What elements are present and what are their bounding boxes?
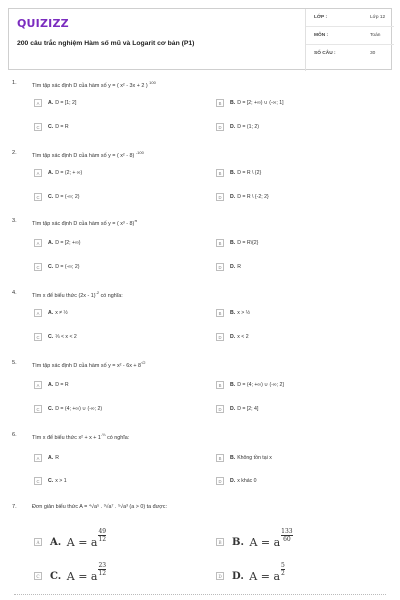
option-a[interactable]: A A. D = [1; 2] [34,98,76,108]
option-b[interactable]: B B. Không tồn tại x [216,453,272,463]
meta-row-subject [306,27,394,45]
option-d[interactable]: D D. R [216,262,241,272]
option-box: C [34,572,42,580]
option-box: B [216,454,224,462]
exponent-fraction: $\frac{5}{2}$ [281,561,285,577]
question-text: Tìm tập xác định D của hàm số y = ( x³ - 8)$^\pi$ [32,218,138,227]
option-a[interactable]: A A. D = R [34,380,69,390]
question-number: 5. [12,360,17,366]
meta-value: 30 [370,51,376,56]
worksheet-header [8,8,392,70]
option-d[interactable]: D D. D = (1; 2) [216,122,259,132]
option-b[interactable]: B B. A = a $\frac{133}{60}$ [216,530,293,554]
option-c[interactable]: C C. x > 1 [34,476,67,486]
question-text: Tìm tập xác định D của hàm số y = ( x² - 8) $^{-100}$ [32,150,144,159]
option-a[interactable]: A A. D = [2; +∞) [34,238,81,248]
option-box: A [34,454,42,462]
question-number: 6. [12,432,17,438]
meta-table [305,9,393,71]
question-number: 4. [12,290,17,296]
option-c[interactable]: C C. D = (-∞; 2) [34,192,80,202]
option-b[interactable]: B B. D = (4; +∞) ∪ (-∞; 2] [216,380,284,390]
meta-key: LỚP : [314,15,328,20]
exponent-fraction: $\frac{49}{12}$ [98,527,107,543]
page-divider [14,594,386,597]
question-text: Đơn giản biểu thức A = ⁴√a⁵ . ³√a⁷ . ⁵√a³ (a > 0) ta được: [32,504,167,510]
option-box: A [34,239,42,247]
option-box: D [216,123,224,131]
option-d[interactable]: D D. x khác 0 [216,476,257,486]
option-a[interactable]: A A. R [34,453,59,463]
option-box: C [34,333,42,341]
quizizz-logo: QUIZIZZ [17,17,69,30]
option-box: B [216,309,224,317]
option-box: A [34,538,42,546]
option-box: B [216,239,224,247]
option-box: C [34,405,42,413]
option-b[interactable]: B B. D = R\{2} [216,238,258,248]
option-box: C [34,193,42,201]
option-box: A [34,169,42,177]
meta-value: Toán [370,33,381,38]
option-box: C [34,123,42,131]
option-box: C [34,263,42,271]
option-c[interactable]: C C. A = a $\frac{23}{12}$ [34,564,106,588]
question-number: 7. [12,504,17,510]
option-d[interactable]: D D. D = [2; 4] [216,404,258,414]
option-c[interactable]: C C. D = (-∞; 2) [34,262,80,272]
option-b[interactable]: B B. D = [2; +∞) ∪ (-∞; 1] [216,98,284,108]
meta-key: MÔN : [314,33,329,38]
option-c[interactable]: C C. D = (4; +∞) ∪ (-∞; 2) [34,404,102,414]
option-box: D [216,477,224,485]
option-box: D [216,405,224,413]
option-b[interactable]: B B. D = R \ {2} [216,168,261,178]
option-a[interactable]: A A. A = a $\frac{49}{12}$ [34,530,106,554]
exponent-fraction: $\frac{23}{12}$ [98,561,107,577]
option-box: D [216,572,224,580]
question-number: 1. [12,80,17,86]
option-box: B [216,99,224,107]
question-text: Tìm tập xác định D của hàm số y = ( x² - 3x + 2 ) $^{100}$ [32,80,156,89]
question-text: Tìm x để biểu thức (2x - 1)$^{-2}$ có nghĩa: [32,290,123,299]
option-c[interactable]: C C. ⅓ < x < 2 [34,332,77,342]
meta-row-class [306,9,394,27]
question-text: Tìm tập xác định D của hàm số $y = x^2 - 6x + 8^{√2}$ [32,360,146,369]
option-box: B [216,169,224,177]
option-a[interactable]: A A. x ≠ ½ [34,308,68,318]
question-number: 2. [12,150,17,156]
option-c[interactable]: C C. D = R [34,122,69,132]
option-box: D [216,263,224,271]
option-box: A [34,309,42,317]
option-d[interactable]: D D. D = R \ {-2; 2} [216,192,269,202]
option-box: B [216,538,224,546]
option-a[interactable]: A A. D = (2; + ∞) [34,168,82,178]
option-box: A [34,381,42,389]
meta-row-count [306,45,394,63]
question-number: 3. [12,218,17,224]
option-box: A [34,99,42,107]
question-text: Tìm x để biểu thức $x^2 + x + 1^{-\frac{2}{3}}$ có nghĩa: [32,432,130,441]
exponent-fraction: $\frac{133}{60}$ [281,527,293,543]
option-b[interactable]: B B. x > ½ [216,308,250,318]
option-d[interactable]: D D. x < 2 [216,332,249,342]
option-d[interactable]: D D. A = a $\frac{5}{2}$ [216,564,285,588]
worksheet-title: 200 câu trắc nghiệm Hàm số mũ và Logarit cơ bản (P1) [17,40,195,47]
option-box: C [34,477,42,485]
option-box: B [216,381,224,389]
meta-value: Lớp 12 [370,15,386,20]
option-box: D [216,193,224,201]
meta-key: SỐ CÂU : [314,51,336,56]
option-box: D [216,333,224,341]
